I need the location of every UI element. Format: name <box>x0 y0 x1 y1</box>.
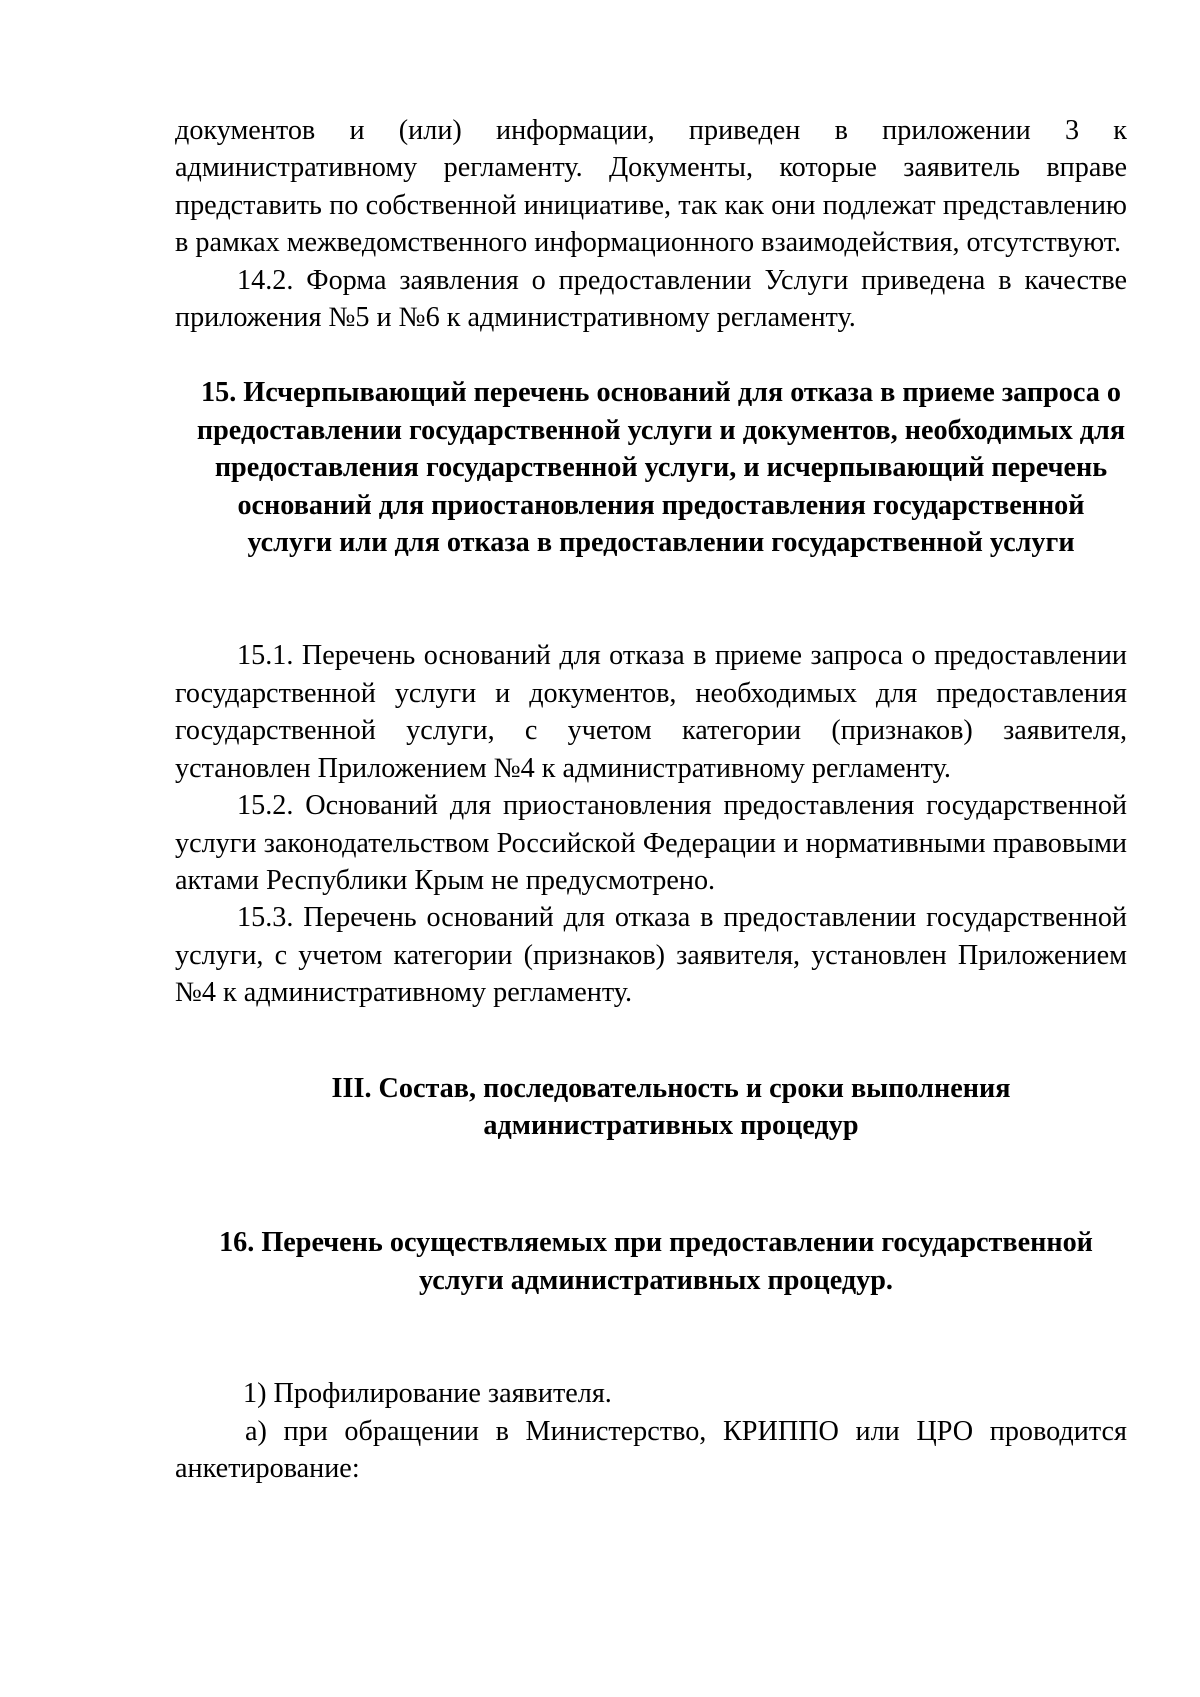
section-15-heading-text: 15. Исчерпывающий перечень оснований для отказа в приеме запроса о предоставлении государственной услуги и документов, необходимых для предоставления государственной услуги, и исчерпывающий перечень оснований для приостановления предоставления государственной услуги или для отказа в предоставлении государственной услуги <box>196 377 1126 559</box>
section-15-heading <box>175 374 1127 561</box>
chapter-3-heading-text: III. Состав, последовательность и сроки выполнения административных процедур <box>331 1072 1011 1141</box>
paragraph-14-2: 14.2. Форма заявления о предоставлении Услуги приведена в качестве приложения №5 и №6 к административному регламенту. <box>175 264 1127 334</box>
list-item-1: 1) Профилирование заявителя. <box>243 1378 612 1410</box>
document-page <box>175 112 1127 1487</box>
paragraph-14-1-continuation: документов и (или) информации, приведен в приложении 3 к административному регламенту. Документы, которые заявитель вправе представить по собственной инициативе, так как они подлежат представлению в рамках межведомственного информационного взаимодействия, отсутствуют. <box>175 115 1127 259</box>
paragraph-15-1: 15.1. Перечень оснований для отказа в приеме запроса о предоставлении государственной услуги и документов, необходимых для предоставления государственной услуги, с учетом категории (признаков) заявителя, установлен Приложением №4 к административному регламенту. <box>175 640 1127 784</box>
chapter-3-heading <box>175 1070 1127 1145</box>
paragraph-15-2: 15.2. Оснований для приостановления предоставления государственной услуги законодательством Российской Федерации и нормативными правовыми актами Республики Крым не предусмотрено. <box>175 790 1127 896</box>
paragraph-15-3: 15.3. Перечень оснований для отказа в предоставлении государственной услуги, с учетом категории (признаков) заявителя, установлен Приложением №4 к административному регламенту. <box>175 902 1127 1009</box>
section-16-heading <box>175 1224 1127 1299</box>
list-item-a: а) при обращении в Министерство, КРИППО или ЦРО проводится анкетирование: <box>175 1415 1127 1484</box>
section-16-heading-text: 16. Перечень осуществляемых при предоставлении государственной услуги административных процедур. <box>219 1227 1093 1296</box>
